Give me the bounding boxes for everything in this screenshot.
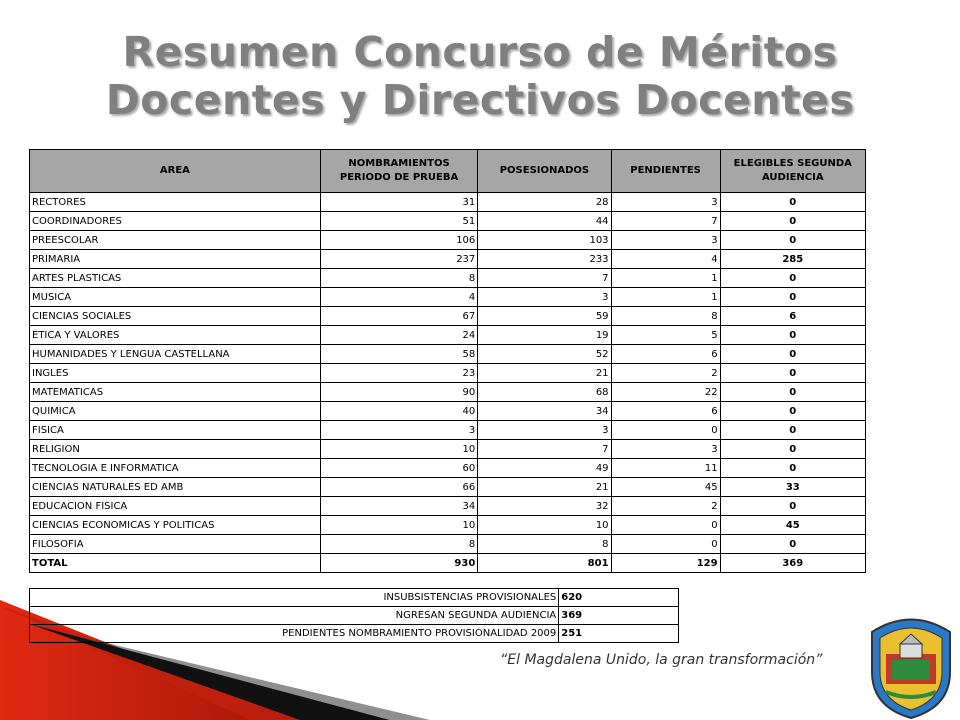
cell-pendientes: 0 <box>611 421 720 440</box>
cell-nombramientos: 10 <box>320 516 478 535</box>
title-line-1: Resumen Concurso de Méritos <box>122 28 838 76</box>
cell-elegibles: 285 <box>720 250 865 269</box>
total-nombramientos: 930 <box>320 554 478 573</box>
magdalena-seal-icon <box>862 612 960 720</box>
slogan: “El Magdalena Unido, la gran transformación” <box>500 652 823 668</box>
cell-elegibles: 0 <box>720 421 865 440</box>
summary-row <box>30 607 679 625</box>
cell-elegibles: 0 <box>720 193 865 212</box>
summary-label: INSUBSISTENCIAS PROVISIONALES <box>30 589 559 607</box>
cell-nombramientos: 67 <box>320 307 478 326</box>
cell-posesionados: 19 <box>478 326 611 345</box>
cell-nombramientos: 8 <box>320 535 478 554</box>
cell-elegibles: 0 <box>720 364 865 383</box>
table-header-row <box>30 150 866 193</box>
cell-posesionados: 59 <box>478 307 611 326</box>
cell-nombramientos: 66 <box>320 478 478 497</box>
cell-elegibles: 0 <box>720 497 865 516</box>
table-row <box>30 516 866 535</box>
cell-pendientes: 45 <box>611 478 720 497</box>
header-pendientes: PENDIENTES <box>611 150 720 193</box>
cell-elegibles: 45 <box>720 516 865 535</box>
header-nombramientos: NOMBRAMIENTOS PERIODO DE PRUEBA <box>320 150 478 193</box>
table-row <box>30 212 866 231</box>
cell-elegibles: 0 <box>720 402 865 421</box>
cell-posesionados: 8 <box>478 535 611 554</box>
cell-area: HUMANIDADES Y LENGUA CASTELLANA <box>30 345 321 364</box>
cell-elegibles: 0 <box>720 288 865 307</box>
cell-posesionados: 44 <box>478 212 611 231</box>
cell-nombramientos: 60 <box>320 459 478 478</box>
cell-nombramientos: 58 <box>320 345 478 364</box>
total-elegibles: 369 <box>720 554 865 573</box>
header-posesionados: POSESIONADOS <box>478 150 611 193</box>
table-row <box>30 383 866 402</box>
cell-area: FILOSOFIA <box>30 535 321 554</box>
cell-pendientes: 6 <box>611 345 720 364</box>
cell-posesionados: 233 <box>478 250 611 269</box>
cell-elegibles: 0 <box>720 383 865 402</box>
cell-nombramientos: 106 <box>320 231 478 250</box>
cell-nombramientos: 34 <box>320 497 478 516</box>
total-area: TOTAL <box>30 554 321 573</box>
cell-posesionados: 103 <box>478 231 611 250</box>
table-row <box>30 345 866 364</box>
table-row <box>30 288 866 307</box>
summary-label: NGRESAN SEGUNDA AUDIENCIA <box>30 607 559 625</box>
title-line-2: Docentes y Directivos Docentes <box>105 76 855 124</box>
cell-pendientes: 2 <box>611 364 720 383</box>
cell-pendientes: 1 <box>611 288 720 307</box>
summary-value: 620 <box>559 589 679 607</box>
cell-area: ETICA Y VALORES <box>30 326 321 345</box>
cell-elegibles: 0 <box>720 231 865 250</box>
cell-elegibles: 0 <box>720 269 865 288</box>
cell-nombramientos: 23 <box>320 364 478 383</box>
cell-pendientes: 7 <box>611 212 720 231</box>
table-row <box>30 459 866 478</box>
cell-area: CIENCIAS ECONOMICAS Y POLITICAS <box>30 516 321 535</box>
cell-area: PREESCOLAR <box>30 231 321 250</box>
cell-area: EDUCACION FISICA <box>30 497 321 516</box>
summary-label: PENDIENTES NOMBRAMIENTO PROVISIONALIDAD 2009 <box>30 625 559 643</box>
total-pendientes: 129 <box>611 554 720 573</box>
page-title <box>0 28 960 124</box>
cell-posesionados: 68 <box>478 383 611 402</box>
cell-nombramientos: 4 <box>320 288 478 307</box>
table-row <box>30 326 866 345</box>
cell-posesionados: 10 <box>478 516 611 535</box>
cell-elegibles: 0 <box>720 535 865 554</box>
cell-area: QUIMICA <box>30 402 321 421</box>
results-table <box>29 149 866 573</box>
cell-posesionados: 34 <box>478 402 611 421</box>
cell-elegibles: 33 <box>720 478 865 497</box>
cell-area: PRIMARIA <box>30 250 321 269</box>
summary-table <box>29 588 679 643</box>
cell-elegibles: 0 <box>720 440 865 459</box>
cell-area: RECTORES <box>30 193 321 212</box>
cell-elegibles: 0 <box>720 345 865 364</box>
table-row <box>30 193 866 212</box>
cell-elegibles: 0 <box>720 326 865 345</box>
cell-area: FISICA <box>30 421 321 440</box>
table-row <box>30 231 866 250</box>
table-row <box>30 440 866 459</box>
table-row <box>30 421 866 440</box>
table-row <box>30 269 866 288</box>
table-row <box>30 478 866 497</box>
table-row <box>30 307 866 326</box>
cell-nombramientos: 90 <box>320 383 478 402</box>
cell-area: TECNOLOGIA E INFORMATICA <box>30 459 321 478</box>
cell-area: INGLES <box>30 364 321 383</box>
cell-nombramientos: 40 <box>320 402 478 421</box>
total-row <box>30 554 866 573</box>
cell-pendientes: 8 <box>611 307 720 326</box>
cell-nombramientos: 8 <box>320 269 478 288</box>
cell-pendientes: 22 <box>611 383 720 402</box>
summary-row <box>30 625 679 643</box>
cell-nombramientos: 31 <box>320 193 478 212</box>
cell-pendientes: 0 <box>611 535 720 554</box>
cell-area: MATEMATICAS <box>30 383 321 402</box>
cell-pendientes: 4 <box>611 250 720 269</box>
cell-nombramientos: 10 <box>320 440 478 459</box>
cell-area: CIENCIAS NATURALES ED AMB <box>30 478 321 497</box>
cell-pendientes: 11 <box>611 459 720 478</box>
cell-posesionados: 3 <box>478 421 611 440</box>
table-row <box>30 364 866 383</box>
cell-area: RELIGION <box>30 440 321 459</box>
total-posesionados: 801 <box>478 554 611 573</box>
cell-posesionados: 21 <box>478 478 611 497</box>
cell-area: COORDINADORES <box>30 212 321 231</box>
header-area: AREA <box>30 150 321 193</box>
summary-value: 369 <box>559 607 679 625</box>
cell-posesionados: 7 <box>478 440 611 459</box>
cell-posesionados: 49 <box>478 459 611 478</box>
summary-value: 251 <box>559 625 679 643</box>
cell-pendientes: 5 <box>611 326 720 345</box>
cell-pendientes: 3 <box>611 440 720 459</box>
cell-pendientes: 1 <box>611 269 720 288</box>
cell-elegibles: 6 <box>720 307 865 326</box>
cell-pendientes: 6 <box>611 402 720 421</box>
cell-pendientes: 3 <box>611 193 720 212</box>
cell-posesionados: 52 <box>478 345 611 364</box>
cell-elegibles: 0 <box>720 459 865 478</box>
cell-posesionados: 7 <box>478 269 611 288</box>
cell-nombramientos: 237 <box>320 250 478 269</box>
cell-nombramientos: 51 <box>320 212 478 231</box>
table-row <box>30 402 866 421</box>
table-row <box>30 497 866 516</box>
cell-nombramientos: 24 <box>320 326 478 345</box>
cell-area: CIENCIAS SOCIALES <box>30 307 321 326</box>
cell-pendientes: 2 <box>611 497 720 516</box>
cell-posesionados: 21 <box>478 364 611 383</box>
cell-posesionados: 28 <box>478 193 611 212</box>
table-row <box>30 535 866 554</box>
cell-elegibles: 0 <box>720 212 865 231</box>
table-row <box>30 250 866 269</box>
cell-area: ARTES PLASTICAS <box>30 269 321 288</box>
cell-posesionados: 3 <box>478 288 611 307</box>
header-elegibles: ELEGIBLES SEGUNDA AUDIENCIA <box>720 150 865 193</box>
cell-posesionados: 32 <box>478 497 611 516</box>
cell-pendientes: 3 <box>611 231 720 250</box>
cell-pendientes: 0 <box>611 516 720 535</box>
cell-nombramientos: 3 <box>320 421 478 440</box>
cell-area: MUSICA <box>30 288 321 307</box>
summary-row <box>30 589 679 607</box>
